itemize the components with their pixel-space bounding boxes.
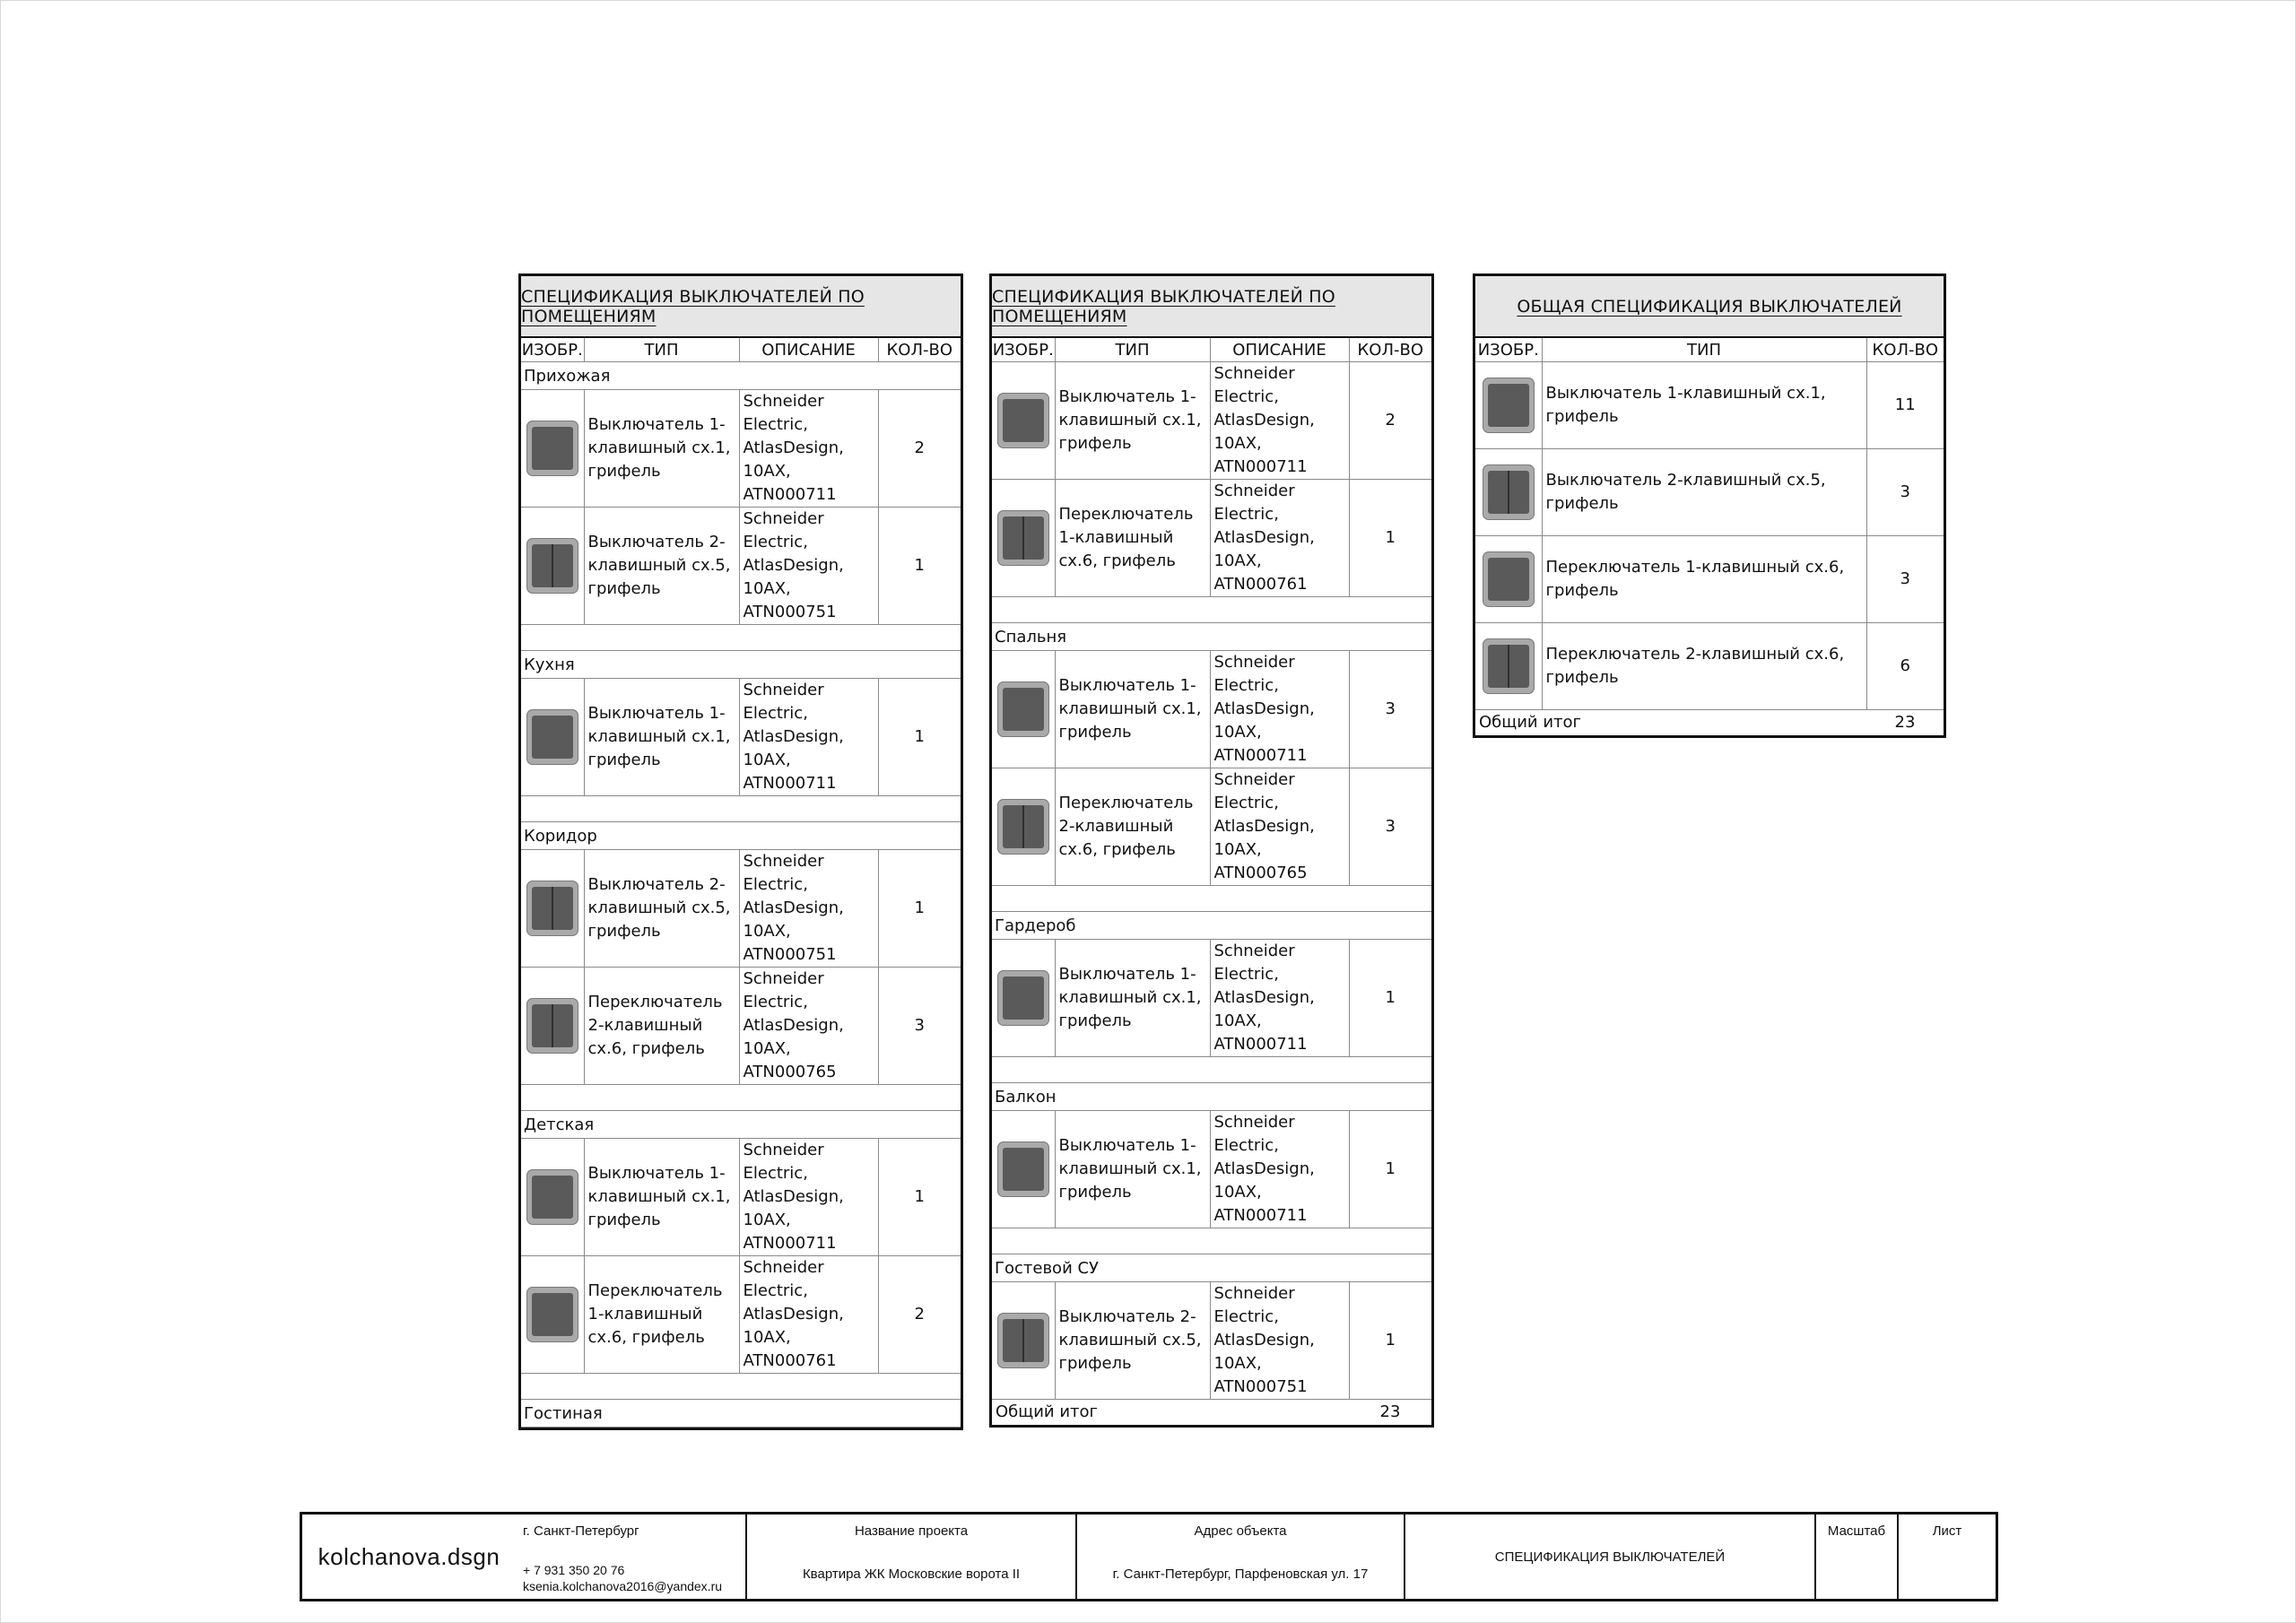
spacer-cell: [521, 1085, 961, 1111]
contact-cell: [516, 1515, 747, 1599]
room-name: Прихожая: [521, 362, 961, 390]
room-header-row: [521, 1111, 961, 1139]
quantity-cell: 2: [1349, 362, 1431, 480]
image-cell: [521, 390, 584, 508]
table-row: [992, 480, 1431, 597]
quantity-cell: 1: [878, 679, 961, 796]
table-row: [992, 1282, 1431, 1400]
title-block: [300, 1512, 1998, 1601]
two-key-switch-icon: [997, 799, 1049, 855]
room-header-row: [992, 623, 1431, 651]
spacer-row: [521, 1374, 961, 1400]
header-type: ТИП: [1055, 338, 1210, 362]
quantity-cell: 6: [1866, 623, 1944, 710]
one-key-switch-icon: [526, 709, 578, 765]
spacer-cell: [992, 1057, 1431, 1083]
summary-body: [1475, 362, 1944, 736]
image-cell: [1475, 623, 1542, 710]
image-cell: [992, 362, 1055, 480]
type-cell: Переключатель 2-клавишный сх.6, грифель: [584, 968, 739, 1085]
room-header-row: [521, 651, 961, 679]
header-description: ОПИСАНИЕ: [1210, 338, 1349, 362]
summary-row: [1475, 623, 1944, 710]
total-row: [992, 1400, 1431, 1426]
sheet-title: СПЕЦИФИКАЦИЯ ВЫКЛЮЧАТЕЛЕЙ: [1405, 1515, 1816, 1599]
header-quantity: КОЛ-ВО: [1866, 338, 1944, 362]
one-key-switch-icon: [997, 681, 1049, 737]
room-name: Гардероб: [992, 912, 1431, 940]
image-cell: [521, 968, 584, 1085]
header-quantity: КОЛ-ВО: [1349, 338, 1431, 362]
spacer-row: [992, 597, 1431, 623]
description-cell: Schneider Electric, AtlasDesign, 10AX, ATN000751: [739, 508, 878, 625]
type-cell: Выключатель 1-клавишный сх.1, грифель: [1542, 362, 1866, 449]
two-key-switch-icon: [526, 538, 578, 594]
one-key-switch-icon: [526, 421, 578, 476]
room-header-row: [521, 362, 961, 390]
image-cell: [992, 940, 1055, 1057]
two-key-switch-icon: [997, 1313, 1049, 1368]
table-row: [521, 679, 961, 796]
summary-row: [1475, 449, 1944, 536]
image-cell: [992, 1111, 1055, 1228]
description-cell: Schneider Electric, AtlasDesign, 10AX, ATN000761: [739, 1256, 878, 1374]
total-quantity: 23: [1894, 713, 1916, 732]
spacer-row: [992, 1057, 1431, 1083]
spacer-cell: [992, 886, 1431, 912]
spacer-row: [521, 625, 961, 651]
quantity-cell: 3: [1866, 449, 1944, 536]
project-caption: Название проекта: [854, 1523, 969, 1539]
summary-spec-table: [1473, 273, 1946, 738]
type-cell: Выключатель 1-клавишный сх.1, грифель: [1055, 940, 1210, 1057]
description-cell: Schneider Electric, AtlasDesign, 10AX, ATN000711: [1210, 940, 1349, 1057]
total-label: Общий итог: [996, 1402, 1098, 1421]
summary-row: [1475, 536, 1944, 623]
image-cell: [1475, 362, 1542, 449]
image-cell: [521, 679, 584, 796]
scale-caption: Масштаб: [1827, 1523, 1886, 1539]
description-cell: Schneider Electric, AtlasDesign, 10AX, ATN000751: [1210, 1282, 1349, 1400]
one-key-switch-icon: [997, 393, 1049, 448]
one-key-switch-icon: [526, 1169, 578, 1225]
table-row: [521, 850, 961, 968]
one-key-switch-icon: [997, 1141, 1049, 1197]
table-row: [521, 1256, 961, 1374]
table-row: [521, 508, 961, 625]
description-cell: Schneider Electric, AtlasDesign, 10AX, ATN000711: [1210, 1111, 1349, 1228]
image-cell: [1475, 449, 1542, 536]
sheet-number-cell: [1899, 1515, 1996, 1599]
phone: + 7 931 350 20 76: [523, 1563, 625, 1577]
table-row: [521, 968, 961, 1085]
room-header-row: [992, 1254, 1431, 1282]
image-cell: [1475, 536, 1542, 623]
table-title: СПЕЦИФИКАЦИЯ ВЫКЛЮЧАТЕЛЕЙ ПО ПОМЕЩЕНИЯМ: [521, 276, 961, 338]
quantity-cell: 1: [1349, 940, 1431, 1057]
spacer-cell: [992, 597, 1431, 623]
email: ksenia.kolchanova2016@yandex.ru: [523, 1579, 723, 1593]
header-image: ИЗОБР.: [1475, 338, 1542, 362]
type-cell: Выключатель 1-клавишный сх.1, грифель: [584, 679, 739, 796]
spacer-row: [521, 796, 961, 822]
description-cell: Schneider Electric, AtlasDesign, 10AX, ATN000765: [1210, 768, 1349, 886]
quantity-cell: 1: [878, 850, 961, 968]
room-spec-table-2: [989, 273, 1434, 1428]
type-cell: Выключатель 1-клавишный сх.1, грифель: [1055, 362, 1210, 480]
table-row: [521, 1139, 961, 1256]
spacer-row: [992, 1228, 1431, 1254]
logo-text: kolchanova.dsgn: [317, 1542, 500, 1570]
type-cell: Выключатель 1-клавишный сх.1, грифель: [584, 1139, 739, 1256]
description-cell: Schneider Electric, AtlasDesign, 10AX, ATN000751: [739, 850, 878, 968]
description-cell: Schneider Electric, AtlasDesign, 10AX, ATN000711: [739, 390, 878, 508]
quantity-cell: 1: [1349, 480, 1431, 597]
header-image: ИЗОБР.: [992, 338, 1055, 362]
project-name: Квартира ЖК Московские ворота II: [802, 1567, 1021, 1582]
two-key-switch-icon: [526, 881, 578, 936]
room-header-row: [992, 912, 1431, 940]
room-header-row: [992, 1083, 1431, 1111]
room-name: Гостевой СУ: [992, 1254, 1431, 1282]
type-cell: Переключатель 2-клавишный сх.6, грифель: [1542, 623, 1866, 710]
type-cell: Выключатель 2-клавишный сх.5, грифель: [1542, 449, 1866, 536]
type-cell: Выключатель 1-клавишный сх.1, грифель: [584, 390, 739, 508]
one-key-switch-icon: [1483, 551, 1535, 607]
two-key-switch-icon: [997, 510, 1049, 566]
room-name: Детская: [521, 1111, 961, 1139]
table-row: [992, 1111, 1431, 1228]
type-cell: Переключатель 1-клавишный сх.6, грифель: [1055, 480, 1210, 597]
image-cell: [992, 1282, 1055, 1400]
one-key-switch-icon: [1483, 378, 1535, 433]
header-image: ИЗОБР.: [521, 338, 584, 362]
spacer-cell: [521, 796, 961, 822]
type-cell: Выключатель 2-клавишный сх.5, грифель: [1055, 1282, 1210, 1400]
one-key-switch-icon: [526, 1287, 578, 1342]
quantity-cell: 3: [1349, 768, 1431, 886]
type-cell: Выключатель 1-клавишный сх.1, грифель: [1055, 1111, 1210, 1228]
image-cell: [992, 768, 1055, 886]
total-label: Общий итог: [1479, 713, 1581, 732]
address-caption: Адрес объекта: [1194, 1523, 1287, 1539]
table-row: [992, 768, 1431, 886]
type-cell: Выключатель 2-клавишный сх.5, грифель: [584, 508, 739, 625]
address-cell: [1077, 1515, 1405, 1599]
table-body: [992, 362, 1431, 1426]
header-type: ТИП: [584, 338, 739, 362]
quantity-cell: 1: [878, 508, 961, 625]
quantity-cell: 1: [1349, 1111, 1431, 1228]
type-cell: Выключатель 1-клавишный сх.1, грифель: [1055, 651, 1210, 768]
image-cell: [521, 850, 584, 968]
description-cell: Schneider Electric, AtlasDesign, 10AX, ATN000711: [1210, 651, 1349, 768]
room-name: Спальня: [992, 623, 1431, 651]
sheet-number-caption: Лист: [1932, 1523, 1962, 1539]
project-cell: [747, 1515, 1077, 1599]
type-cell: Переключатель 1-клавишный сх.6, грифель: [1542, 536, 1866, 623]
table-row: [992, 940, 1431, 1057]
room-spec-table-1: [518, 273, 963, 1430]
description-cell: Schneider Electric, AtlasDesign, 10AX, ATN000711: [739, 1139, 878, 1256]
description-cell: Schneider Electric, AtlasDesign, 10AX, ATN000711: [739, 679, 878, 796]
total-row: [1475, 710, 1944, 736]
table-body: [521, 362, 961, 1428]
room-name: Кухня: [521, 651, 961, 679]
scale-cell: [1816, 1515, 1899, 1599]
quantity-cell: 1: [878, 1139, 961, 1256]
image-cell: [521, 1256, 584, 1374]
city: г. Санкт-Петербург: [523, 1523, 639, 1539]
header-description: ОПИСАНИЕ: [739, 338, 878, 362]
table-row: [521, 390, 961, 508]
description-cell: Schneider Electric, AtlasDesign, 10AX, ATN000711: [1210, 362, 1349, 480]
quantity-cell: 3: [1349, 651, 1431, 768]
table-title: СПЕЦИФИКАЦИЯ ВЫКЛЮЧАТЕЛЕЙ ПО ПОМЕЩЕНИЯМ: [992, 276, 1431, 338]
quantity-cell: 2: [878, 1256, 961, 1374]
address-value: г. Санкт-Петербург, Парфеновская ул. 17: [1112, 1567, 1369, 1582]
room-name: Гостиная: [521, 1400, 961, 1428]
spacer-row: [992, 886, 1431, 912]
type-cell: Переключатель 1-клавишный сх.6, грифель: [584, 1256, 739, 1374]
description-cell: Schneider Electric, AtlasDesign, 10AX, ATN000765: [739, 968, 878, 1085]
image-cell: [521, 1139, 584, 1256]
header-type: ТИП: [1542, 338, 1866, 362]
quantity-cell: 1: [1349, 1282, 1431, 1400]
two-key-switch-icon: [1483, 464, 1535, 520]
two-key-switch-icon: [1483, 638, 1535, 694]
summary-title: ОБЩАЯ СПЕЦИФИКАЦИЯ ВЫКЛЮЧАТЕЛЕЙ: [1475, 276, 1944, 338]
summary-row: [1475, 362, 1944, 449]
spacer-row: [521, 1085, 961, 1111]
room-header-row: [521, 822, 961, 850]
type-cell: Переключатель 2-клавишный сх.6, грифель: [1055, 768, 1210, 886]
one-key-switch-icon: [997, 970, 1049, 1026]
quantity-cell: 3: [878, 968, 961, 1085]
type-cell: Выключатель 2-клавишный сх.5, грифель: [584, 850, 739, 968]
table-row: [992, 651, 1431, 768]
total-quantity: 23: [1379, 1402, 1401, 1421]
room-header-row: [521, 1400, 961, 1428]
table-row: [992, 362, 1431, 480]
spacer-cell: [992, 1228, 1431, 1254]
description-cell: Schneider Electric, AtlasDesign, 10AX, ATN000761: [1210, 480, 1349, 597]
quantity-cell: 3: [1866, 536, 1944, 623]
image-cell: [992, 480, 1055, 597]
header-quantity: КОЛ-ВО: [878, 338, 961, 362]
room-name: Коридор: [521, 822, 961, 850]
image-cell: [521, 508, 584, 625]
spacer-cell: [521, 1374, 961, 1400]
quantity-cell: 11: [1866, 362, 1944, 449]
spacer-cell: [521, 625, 961, 651]
image-cell: [992, 651, 1055, 768]
quantity-cell: 2: [878, 390, 961, 508]
two-key-switch-icon: [526, 998, 578, 1054]
room-name: Балкон: [992, 1083, 1431, 1111]
